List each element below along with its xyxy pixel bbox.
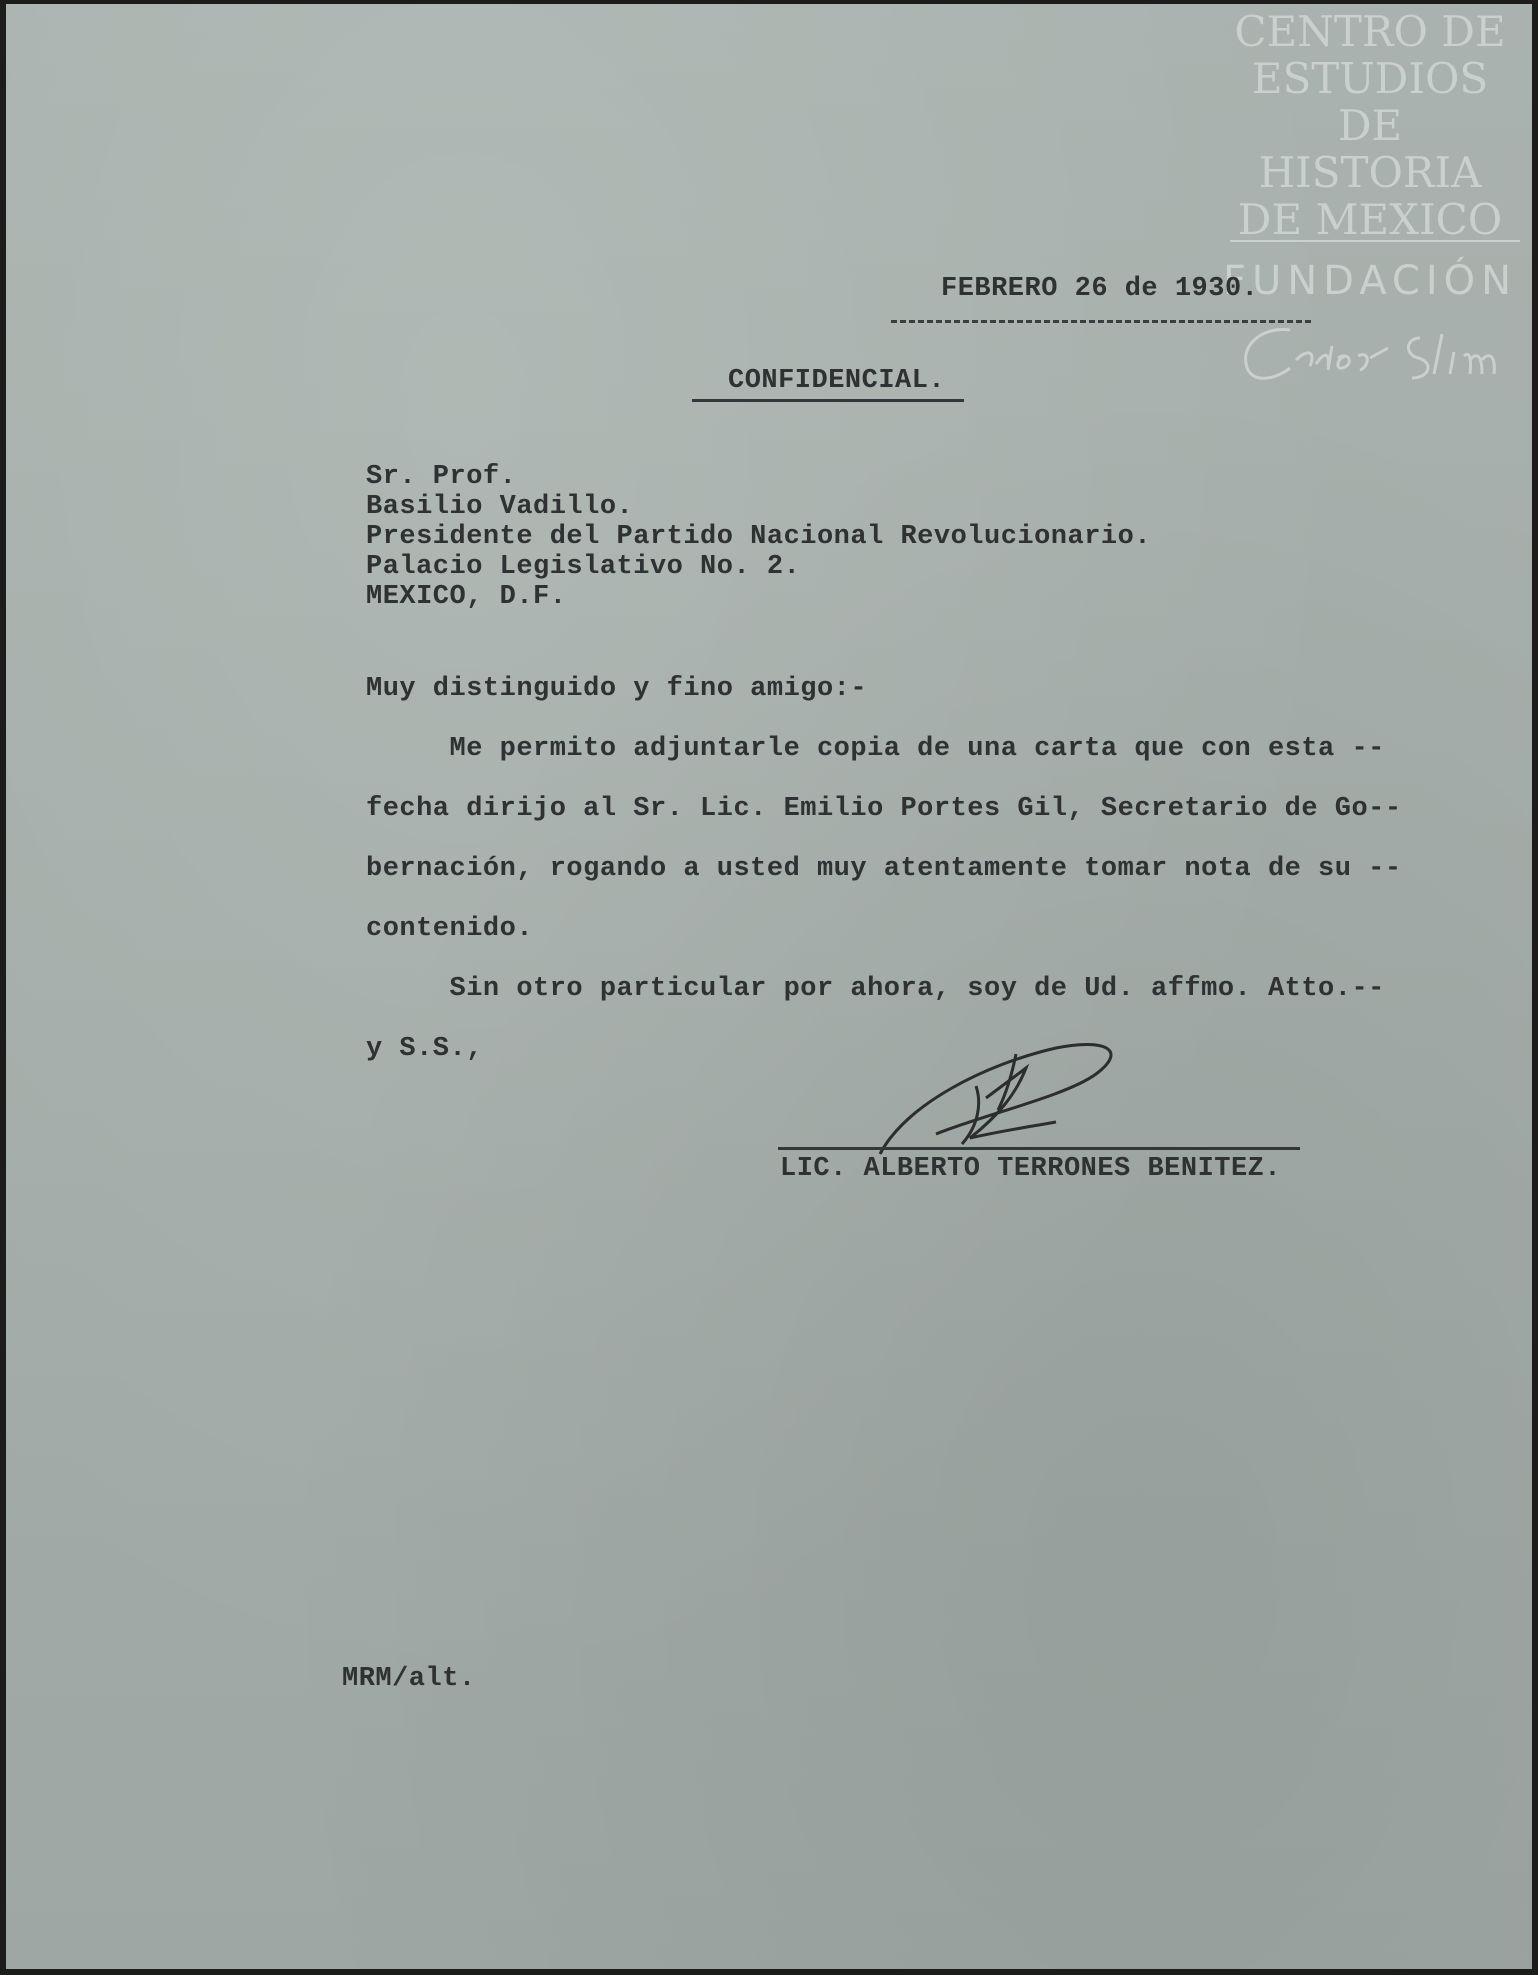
signature-name: LIC. ALBERTO TERRONES BENITEZ.: [780, 1154, 1282, 1184]
handwritten-signature-icon: [866, 1034, 1146, 1164]
archive-watermark: [1220, 8, 1520, 388]
watermark-foundation: FUNDACIÓN: [1222, 258, 1518, 304]
body-line-2: fecha dirijo al Sr. Lic. Emilio Portes Gil, Secretario de Go--: [366, 794, 1402, 824]
confidential-underline: [692, 399, 964, 402]
body-line-1: Me permito adjuntarle copia de una carta que con esta --: [366, 734, 1385, 764]
watermark-line-3: DE HISTORIA: [1258, 101, 1482, 197]
watermark-line-1: CENTRO DE: [1234, 7, 1506, 56]
watermark-line-2: ESTUDIOS: [1251, 54, 1489, 103]
recipient-line-5: MEXICO, D.F.: [366, 582, 567, 612]
date-dashed-rule: [891, 320, 1311, 323]
salutation: Muy distinguido y fino amigo:-: [366, 674, 868, 704]
recipient-line-4: Palacio Legislativo No. 2.: [366, 552, 801, 582]
body-line-3: bernación, rogando a usted muy atentamente tomar nota de su --: [366, 854, 1402, 884]
letter-date: FEBRERO 26 de 1930.: [941, 274, 1259, 304]
watermark-line-4: DE MEXICO: [1237, 195, 1503, 244]
recipient-line-1: Sr. Prof.: [366, 462, 517, 492]
reference-initials: MRM/alt.: [342, 1664, 476, 1694]
watermark-divider: [1230, 240, 1520, 242]
recipient-line-3: Presidente del Partido Nacional Revolucionario.: [366, 522, 1152, 552]
signature-line: [778, 1147, 1300, 1150]
letter-page: [6, 4, 1532, 1969]
body-line-4: contenido.: [366, 914, 534, 944]
recipient-line-2: Basilio Vadillo.: [366, 492, 634, 522]
body-line-6: y S.S.,: [366, 1034, 483, 1064]
body-line-5: Sin otro particular por ahora, soy de Ud. affmo. Atto.--: [366, 974, 1385, 1004]
confidential-heading: CONFIDENCIAL.: [728, 366, 946, 396]
